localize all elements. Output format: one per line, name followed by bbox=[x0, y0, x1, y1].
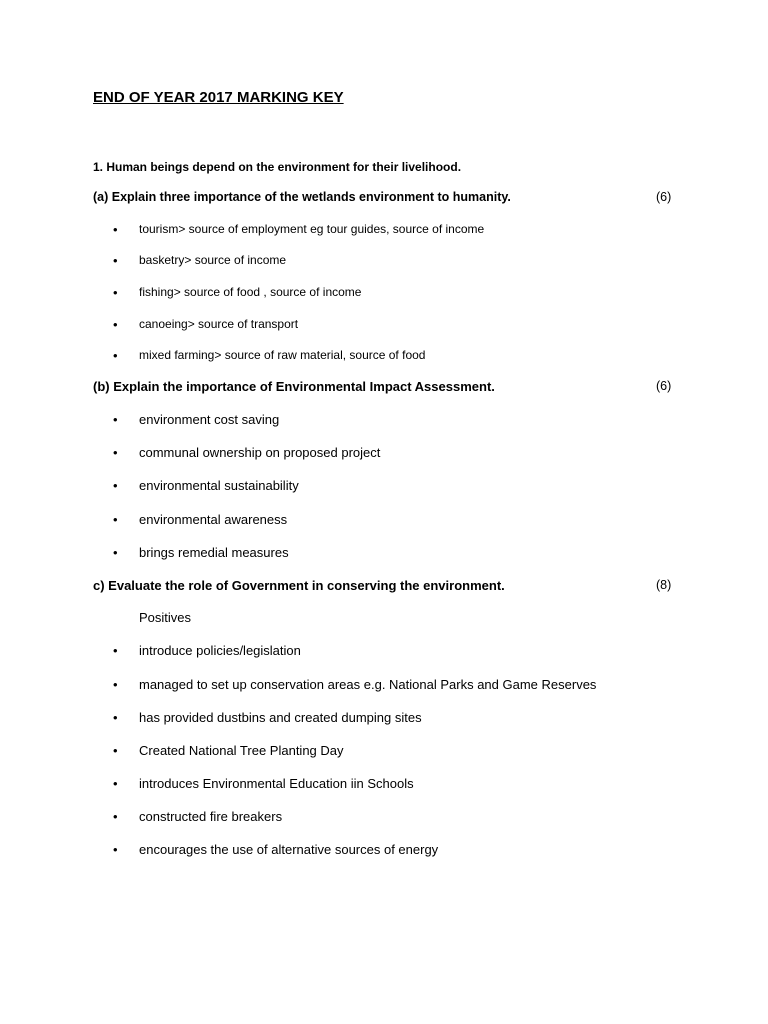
bullet-icon: • bbox=[113, 348, 118, 363]
bullet-icon: • bbox=[113, 512, 118, 527]
bullet-icon: • bbox=[113, 643, 118, 658]
document-title: END OF YEAR 2017 MARKING KEY bbox=[93, 89, 344, 106]
bullet-icon: • bbox=[113, 710, 118, 725]
bullet-icon: • bbox=[113, 478, 118, 493]
bullet-icon: • bbox=[113, 253, 118, 268]
bullet-icon: • bbox=[113, 743, 118, 758]
question-a-marks: (6) bbox=[656, 190, 672, 204]
bullet-icon: • bbox=[113, 222, 118, 237]
question-b-marks: (6) bbox=[656, 379, 672, 393]
bullet-icon: • bbox=[113, 285, 118, 300]
bullet-icon: • bbox=[113, 445, 118, 460]
question-c-heading: c) Evaluate the role of Government in conserving the environment. bbox=[93, 578, 505, 593]
bullet-icon: • bbox=[113, 842, 118, 857]
bullet-icon: • bbox=[113, 412, 118, 427]
question-a-heading: (a) Explain three importance of the wetlands environment to humanity. bbox=[93, 190, 511, 204]
bullet-icon: • bbox=[113, 677, 118, 692]
bullet-icon: • bbox=[113, 809, 118, 824]
bullet-icon: • bbox=[113, 545, 118, 560]
positives-label: Positives bbox=[139, 610, 192, 625]
bullet-icon: • bbox=[113, 317, 118, 332]
question-b-heading: (b) Explain the importance of Environmental Impact Assessment. bbox=[93, 379, 495, 394]
question-1-intro: 1. Human beings depend on the environment for their livelihood. bbox=[93, 160, 462, 174]
bullet-icon: • bbox=[113, 776, 118, 791]
document-page: END OF YEAR 2017 MARKING KEY 1. Human beings depend on the environment for their livelihood. (a) Explain three importance of the wetlands environment to humanity. (6) • tourism> source of employment eg tour guides, source of income • basketry> source of income • fishing> source of food , source of income • canoeing> source of transport • mixed farming> source of raw material, source of food (b) Explain the importance of Environmental Impact Assessment. (6) • environment cost saving • communal ownership on proposed project • environmental sustainability • environmental awareness • brings remedial measures c) Evaluate the role of Government in conserving the environment. (8) Positives • introduce policies/legislation • managed to set up conservation areas e.g. National Parks and Game Reserves • has provided dustbins and created dumping sites • Created National Tree Planting Day • introduces Environmental Education iin Schools • constructed fire breakers • encourages the use of alternative sources of energy bbox=[93, 89, 672, 857]
question-c-marks: (8) bbox=[656, 578, 672, 592]
